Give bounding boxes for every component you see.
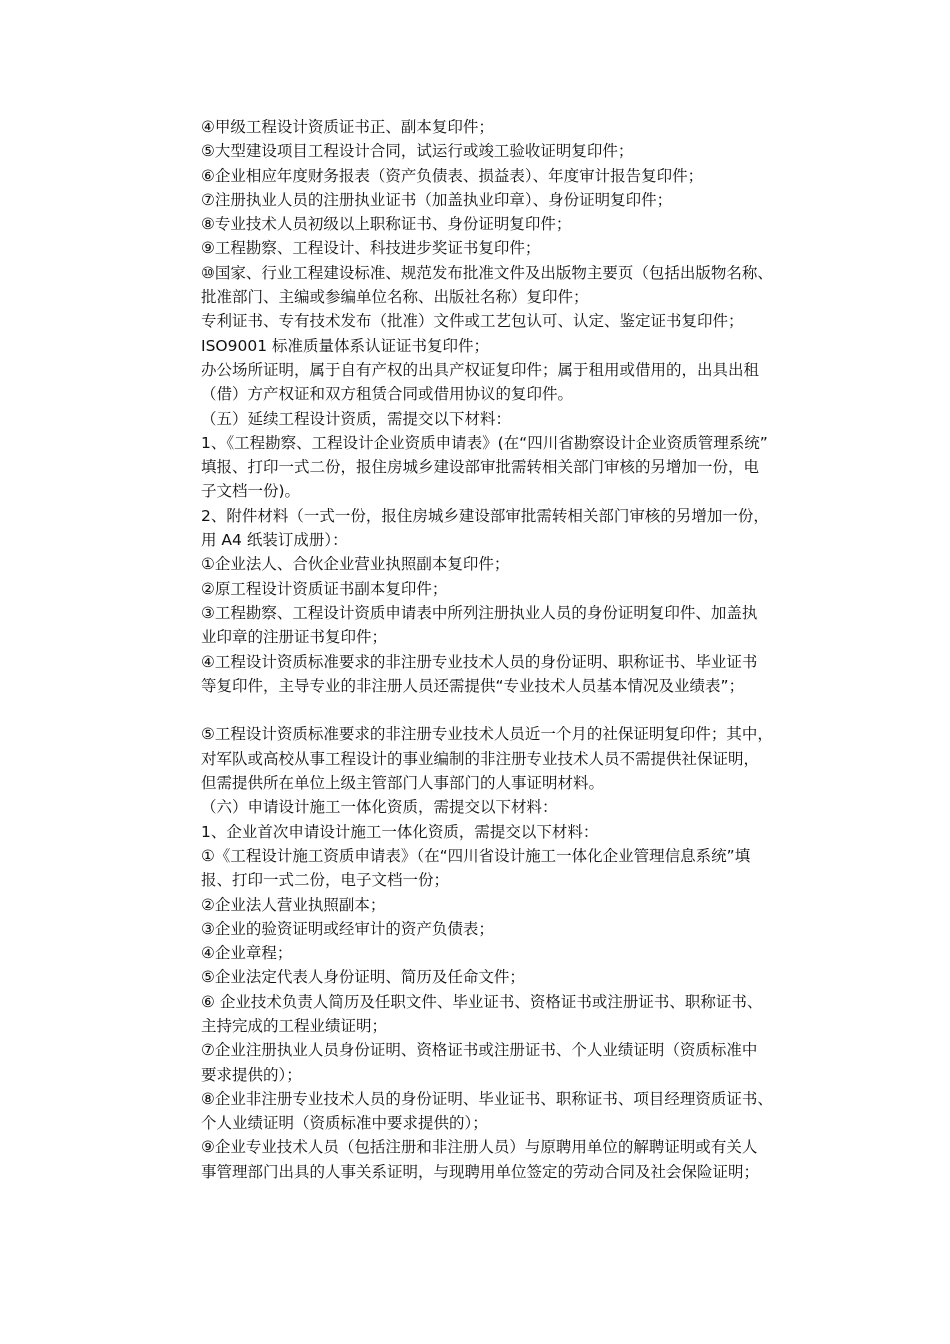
text-line: ①《工程设计施工资质申请表》（在“四川省设计施工一体化企业管理信息系统”填 [201, 846, 751, 865]
section-heading: （五）延续工程设计资质，需提交以下材料： [201, 409, 512, 428]
text-line: ③工程勘察、工程设计资质申请表中所列注册执业人员的身份证明复印件、加盖执 [201, 603, 758, 622]
text-line: 专利证书、专有技术发布（批准）文件或工艺包认可、认定、鉴定证书复印件； [201, 312, 744, 331]
text-line: 事管理部门出具的人事关系证明，与现聘用单位签定的劳动合同及社会保险证明； [201, 1162, 760, 1181]
text-line: ⑧企业非注册专业技术人员的身份证明、毕业证书、职称证书、项目经理资质证书、 [201, 1089, 773, 1108]
text-line: ⑥企业相应年度财务报表（资产负债表、损益表）、年度审计报告复印件； [201, 166, 704, 185]
text-line: ⑨工程勘察、工程设计、科技进步奖证书复印件； [201, 239, 541, 258]
document-body [201, 115, 813, 1184]
text-line: 等复印件，主导专业的非注册人员还需提供“专业技术人员基本情况及业绩表”； [201, 676, 745, 695]
text-line: （借）方产权证和双方租赁合同或借用协议的复印件。 [201, 385, 574, 404]
text-line: 子文档一份)。 [201, 482, 301, 501]
text-line: 对军队或高校从事工程设计的事业编制的非注册专业技术人员不需提供社保证明， [201, 749, 760, 768]
text-line: ⑦注册执业人员的注册执业证书（加盖执业印章）、身份证明复印件； [201, 190, 673, 209]
text-line: 要求提供的）； [201, 1065, 302, 1084]
text-line: ⑤大型建设项目工程设计合同，试运行或竣工验收证明复印件； [201, 142, 634, 161]
text-line: ③企业的验资证明或经审计的资产负债表； [201, 919, 494, 938]
text-line: 办公场所证明，属于自有产权的出具产权证复印件；属于租用或借用的，出具出租 [201, 360, 760, 379]
section-heading: （六）申请设计施工一体化资质，需提交以下材料： [201, 798, 558, 817]
text-line: ②原工程设计资质证书副本复印件； [201, 579, 448, 598]
text-line: ⑥ 企业技术负责人简历及任职文件、毕业证书、资格证书或注册证书、职称证书、 [201, 992, 763, 1011]
blank-line [201, 698, 813, 722]
text-line: ④甲级工程设计资质证书正、副本复印件； [201, 118, 494, 136]
text-line: 2、附件材料（一式一份，报住房城乡建设部审批需转相关部门审核的另增加一份， [201, 506, 769, 525]
text-line: 批准部门、主编或参编单位名称、出版社名称）复印件； [201, 288, 589, 307]
text-line: ⑤企业法定代表人身份证明、简历及任命文件； [201, 968, 525, 987]
text-line: 个人业绩证明（资质标准中要求提供的）； [201, 1114, 488, 1133]
text-line: ④企业章程； [201, 944, 293, 963]
text-line: 用 A4 纸装订成册）： [201, 531, 348, 550]
text-line: ⑩国家、行业工程建设标准、规范发布批准文件及出版物主要页（包括出版物名称、 [201, 263, 773, 282]
text-line: 1、《工程勘察、工程设计企业资质申请表》(在“四川省勘察设计企业资质管理系统” [201, 433, 768, 452]
text-line: ⑦企业注册执业人员身份证明、资格证书或注册证书、个人业绩证明（资质标准中 [201, 1041, 758, 1060]
text-line: ②企业法人营业执照副本； [201, 895, 386, 914]
text-line: ⑧专业技术人员初级以上职称证书、身份证明复印件； [201, 215, 572, 234]
text-line: 主持完成的工程业绩证明； [201, 1016, 388, 1035]
text-line: 填报、打印一式二份，报住房城乡建设部审批需转相关部门审核的另增加一份，电 [201, 458, 760, 477]
text-line: 报、打印一式二份，电子文档一份； [201, 871, 450, 890]
text-line: 1、企业首次申请设计施工一体化资质，需提交以下材料： [201, 822, 599, 841]
text-line: 但需提供所在单位上级主管部门人事部门的人事证明材料。 [201, 774, 605, 793]
text-line: ⑨企业专业技术人员（包括注册和非注册人员）与原聘用单位的解聘证明或有关人 [201, 1138, 758, 1157]
text-line: ①企业法人、合伙企业营业执照副本复印件； [201, 555, 510, 574]
text-line: 业印章的注册证书复印件； [201, 628, 388, 647]
text-line: ⑤工程设计资质标准要求的非注册专业技术人员近一个月的社保证明复印件；其中， [201, 725, 773, 744]
text-line: ISO9001 标准质量体系认证证书复印件； [201, 336, 489, 355]
text-line: ④工程设计资质标准要求的非注册专业技术人员的身份证明、职称证书、毕业证书 [201, 652, 758, 671]
